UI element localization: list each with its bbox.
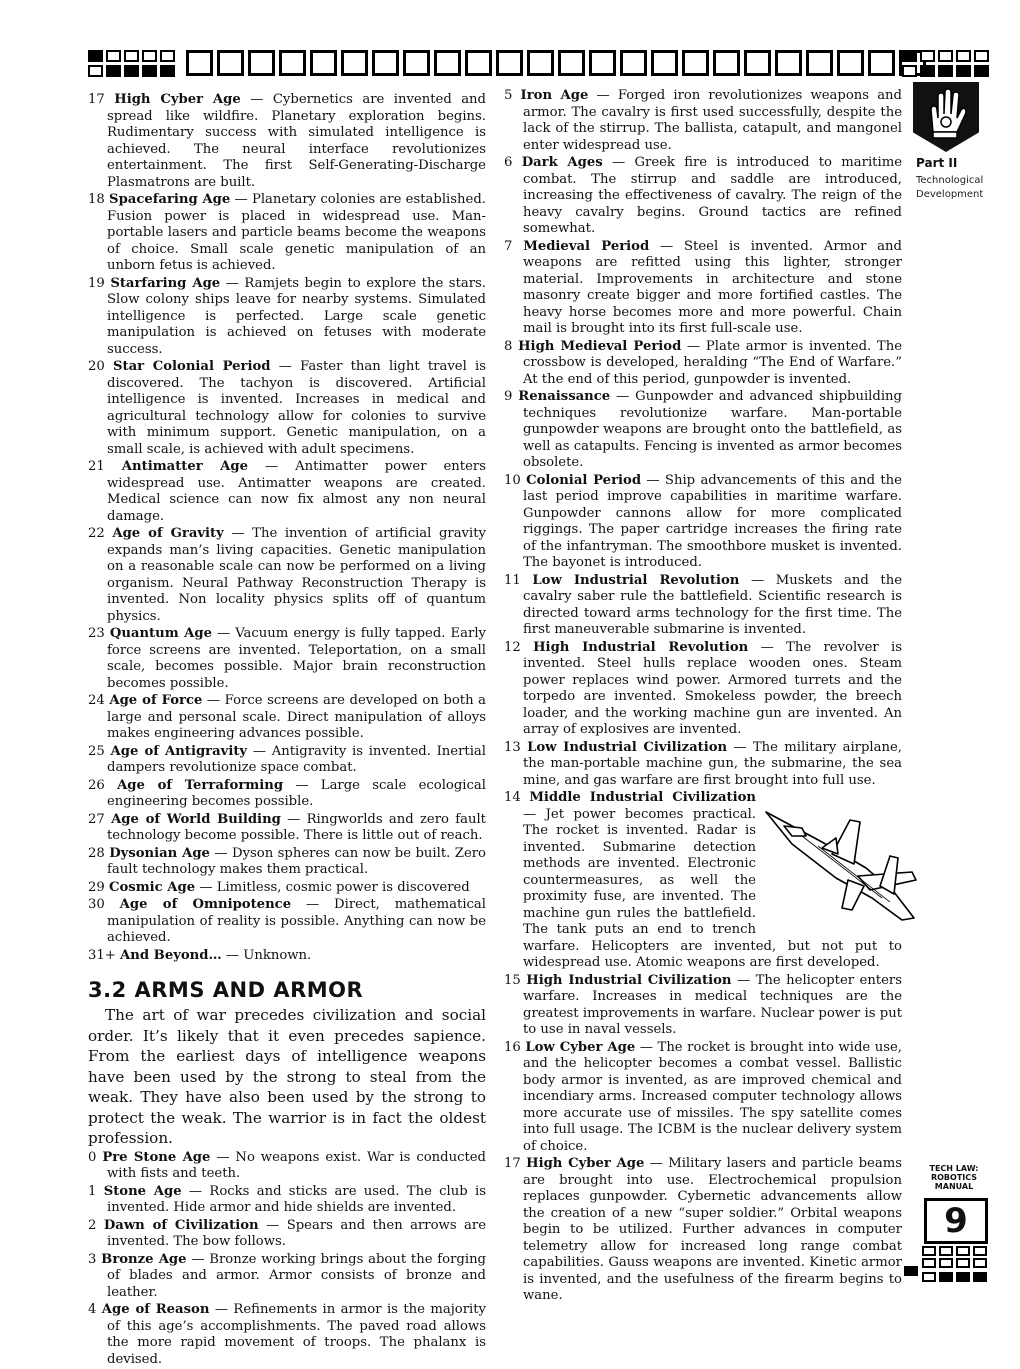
item-number: 21 — [88, 459, 105, 474]
item-name: High Industrial Revolution — [533, 639, 749, 655]
item-name: High Industrial Civilization — [526, 972, 732, 988]
list-item — [88, 1218, 486, 1251]
item-description: — Gunpowder and advanced shipbuilding techniques revolutionize warfare. Man-portable gunpowder weapons are brought onto the battlefield, as well as catapults. Fencing is invented as armor becomes obsolete. — [523, 389, 902, 470]
item-name: Age of Antigravity — [110, 743, 248, 759]
list-item — [504, 155, 902, 238]
tech-age-list — [88, 92, 486, 964]
item-name: Low Industrial Revolution — [532, 572, 740, 588]
arms-list-left — [88, 1150, 486, 1369]
list-item — [88, 192, 486, 275]
item-description: — Plate armor is invented. The crossbow is developed, heralding “The End of Warfare.” At the end of this period, gunpowder is invented. — [523, 338, 902, 387]
item-name: Cosmic Age — [108, 879, 196, 895]
item-name: Low Cyber Age — [525, 1039, 636, 1055]
header-small-grid-left — [88, 50, 175, 77]
item-name: Age of World Building — [111, 811, 281, 827]
item-description: — Antimatter power enters widespread use. Antimatter weapons are created. Medical science can now fix almost any non neural damage. — [107, 459, 486, 524]
item-description: — Forged iron revolutionizes weapons and armor. The cavalry is first used successfully, despite the lack of the stirrup. The ballista, catapult, and mangonel enter widespread use. — [523, 88, 902, 153]
item-number: 5 — [504, 88, 513, 103]
item-description: — Force screens are developed on both a large and personal scale. Direct manipulation of alloys makes engineering advances possible. — [107, 693, 486, 741]
item-description: — Spears and then arrows are invented. The bow follows. — [107, 1217, 486, 1249]
list-item — [504, 339, 902, 389]
item-description: — Refinements in armor is the majority of this age’s accomplishments. The paved road allows the more rapid movement of troops. The phalanx is devised. — [107, 1302, 486, 1367]
list-item — [88, 812, 486, 845]
item-number: 4 — [88, 1302, 97, 1317]
item-number: 31+ — [88, 947, 116, 963]
item-name: High Cyber Age — [526, 1156, 645, 1171]
header-box-strip — [88, 50, 990, 80]
item-name: Star Colonial Period — [113, 359, 271, 374]
item-number: 15 — [504, 972, 521, 988]
list-item — [504, 740, 902, 790]
item-number: 20 — [88, 359, 105, 374]
item-description: — The revolver is invented. Steel hulls replace wooden ones. Steam power replaces wind power. Armored turrets and the torpedo are invented. Smokeless powder, the breech loader, and the working machine gun are invented. An array of explosives are invented. — [523, 639, 903, 737]
item-description: — Ringworlds and zero fault technology become possible. There is little out of reach. — [107, 811, 486, 843]
item-name: High Cyber Age — [114, 92, 241, 107]
item-number: 7 — [504, 238, 513, 254]
item-description: — Vacuum energy is fully tapped. Early force screens are invented. Teleportation, on a small scale, becomes possible. Major brain reconstruction becomes possible. — [107, 626, 486, 691]
item-description: — Ramjets begin to explore the stars. Slow colony ships leave for nearby systems. Simulated intelligence is perfected. Large scale genetic manipulation is achieved on fetuses with moderate success. — [107, 275, 487, 357]
item-number: 14 — [504, 790, 521, 805]
item-number: 16 — [504, 1039, 521, 1055]
list-item — [504, 88, 902, 154]
item-number: 13 — [504, 739, 521, 755]
item-number: 12 — [504, 639, 521, 655]
list-item — [88, 880, 486, 897]
item-description: — Unknown. — [221, 947, 312, 963]
item-description: — The helicopter enters warfare. Increases in medical techniques are the greatest improvements in warfare. Nuclear power is put to use in naval vessels. — [523, 972, 902, 1037]
item-name: Spacefaring Age — [109, 192, 231, 207]
item-number: 2 — [88, 1217, 97, 1233]
item-description: — Direct, mathematical manipulation of reality is possible. Anything can now be achieved. — [107, 897, 487, 945]
list-item — [504, 573, 902, 639]
item-name: Dawn of Civilization — [103, 1217, 259, 1233]
list-item — [504, 973, 902, 1039]
item-description: — Large scale ecological engineering becomes possible. — [107, 777, 486, 809]
item-name: And Beyond… — [120, 947, 222, 963]
item-number: 9 — [504, 389, 513, 404]
item-description: — Limitless, cosmic power is discovered — [195, 879, 470, 895]
list-item — [88, 359, 486, 458]
column-right — [504, 88, 902, 1306]
item-name: Pre Stone Age — [102, 1149, 211, 1165]
item-description: — The invention of artificial gravity expands man’s living capacities. Genetic manipulation on a reasonable scale can now be performed on a living organism. Neural Pathway Reconstruction Therapy is invented. Non locality physics splits off of quantum physics. — [107, 526, 486, 624]
list-item — [88, 846, 486, 879]
item-description: — Antigravity is invented. Inertial dampers revolutionize space combat. — [107, 743, 487, 775]
list-item — [88, 744, 486, 777]
item-name: Antimatter Age — [121, 459, 248, 474]
item-number: 25 — [88, 743, 105, 759]
list-item — [88, 778, 486, 811]
item-number: 30 — [88, 897, 105, 912]
list-item — [88, 1252, 486, 1302]
list-item — [504, 1040, 902, 1156]
item-description: — Bronze working brings about the forging of blades and armor. Armor consists of bronze and leather. — [107, 1251, 486, 1300]
item-description: — Planetary colonies are established. Fusion power is placed in widespread use. Man-portable lasers and particle beams become the weapons of choice. Small scale genetic manipulation of an unborn fetus is achieved. — [107, 192, 486, 273]
page-number: 9 — [924, 1198, 988, 1244]
header-large-boxes — [186, 50, 926, 78]
item-description: — Steel is invented. Armor and weapons are refitted using this lighter, stronger material. Improvements in architecture and stone masonry create bigger and more fortified castles. The heavy horse becomes more and more powerful. Chain mail is brought into its first full-scale use. — [523, 238, 902, 336]
list-item — [88, 92, 486, 191]
item-number: 29 — [88, 879, 105, 895]
item-description: — The military airplane, the man-portable machine gun, the submarine, the sea mine, and gas warfare are first brought into full use. — [523, 739, 902, 788]
item-description: — Military lasers and particle beams are brought into use. Electrochemical propulsion replaces gunpowder. Cybernetic advancements allow the creation of a new “super soldier.” Orbital weapons begin to be utilized. Further advances in computer telemetry allow for increased long range combat capabilities. Gauss weapons are invented. Kinetic armor is invented, and the usefulness of the firearm begins to wane. — [523, 1156, 902, 1303]
fighter-jet-illustration — [762, 798, 924, 926]
item-number: 22 — [88, 526, 105, 541]
item-number: 24 — [88, 693, 105, 708]
item-number: 17 — [504, 1156, 521, 1171]
item-number: 19 — [88, 275, 105, 291]
item-name: Age of Reason — [101, 1302, 210, 1317]
item-name: Starfaring Age — [110, 275, 221, 291]
item-name: Colonial Period — [526, 472, 642, 488]
item-name: Age of Terraforming — [117, 777, 284, 793]
list-item — [504, 389, 902, 472]
item-number: 10 — [504, 472, 521, 488]
column-left — [88, 92, 486, 1369]
list-item — [88, 1150, 486, 1183]
item-number: 18 — [88, 192, 105, 207]
item-name: Bronze Age — [101, 1251, 187, 1267]
item-name: Medieval Period — [523, 238, 650, 254]
item-description: — Muskets and the cavalry saber rule the battlefield. Scientific research is directed toward arms technology for the first time. The first maneuverable submarine is invented. — [523, 572, 902, 637]
item-description: — The rocket is brought into wide use, and the helicopter becomes a combat vessel. Ballistic body armor is invented, as are improved chemical and incendiary arms. Increased computer technology allows more accurate use of missiles. The spy satellite comes into full usage. The ICBM is the nuclear delivery system of choice. — [523, 1039, 902, 1154]
list-item — [88, 693, 486, 743]
item-number: 8 — [504, 338, 513, 354]
item-number: 6 — [504, 155, 513, 170]
item-name: Stone Age — [103, 1183, 182, 1199]
item-description: — Dyson spheres can now be built. Zero fault technology makes them practical. — [107, 845, 486, 877]
item-description: — Ship advancements of this and the last period improve capabilities in maritime warfare. Gunpowder cannons allow for more complicated riggings. The paper cartridge increases the firing rate of the infantryman. The smoothbore musket is invented. The bayonet is introduced. — [523, 472, 902, 570]
item-description: — Greek fire is introduced to maritime combat. The stirrup and saddle are introduced, increasing the effectiveness of cavalry. The reign of the heavy cavalry begins. Ground tactics are refined somewhat. — [523, 155, 902, 236]
list-item — [88, 1184, 486, 1217]
item-number: 11 — [504, 572, 521, 588]
list-item — [504, 640, 902, 739]
list-item — [88, 897, 486, 947]
list-item — [88, 1302, 486, 1368]
list-item — [88, 459, 486, 525]
item-description: — Jet power becomes practical. The rocket is invented. Radar is invented. Submarine detection methods are invented. Electronic countermeasures, as well the proximity fuse, are invented. The machine gun rules the battlefield. The tank puts an end to trench warfare. Helicopters are invented, but not put to widespread use. Atomic weapons are first developed. — [523, 806, 902, 970]
item-name: Middle Industrial Civilization — [529, 790, 756, 805]
item-name: Age of Force — [109, 693, 203, 708]
item-name: Low Industrial Civilization — [527, 739, 728, 755]
item-number: 23 — [88, 626, 105, 641]
item-number: 1 — [88, 1183, 97, 1199]
part-label: Part II — [916, 156, 958, 170]
list-item — [88, 526, 486, 625]
section-intro: The art of war precedes civilization and social order. It’s likely that it even precedes sapience. From the earliest days of intelligence weapons have been used by the strong to steal from the weak. They have also been used by the strong to protect the weak. The warrior is in fact the oldest profession. — [88, 1006, 486, 1147]
item-name: Age of Omnipotence — [119, 897, 292, 912]
item-number: 27 — [88, 811, 105, 827]
section-label: Technological Development — [916, 175, 984, 200]
arms-list-right-top — [504, 88, 902, 789]
list-item — [504, 239, 902, 338]
item-description: — Faster than light travel is discovered. The tachyon is discovered. Artificial intelligence is invented. Increases in medical and agricultural technology allow for colonies to survive with minimum support. Genetic manipulation, on a small scale, is achieved with adult specimens. — [107, 359, 487, 457]
item-name: High Medieval Period — [518, 338, 682, 354]
item-number: 17 — [88, 92, 105, 107]
item-number: 0 — [88, 1149, 97, 1165]
item-name: Age of Gravity — [112, 526, 224, 541]
item-description: — No weapons exist. War is conducted with fists and teeth. — [107, 1149, 486, 1181]
section-heading: 3.2 ARMS AND ARMOR — [88, 978, 364, 1002]
list-item — [88, 276, 486, 359]
header-small-grid-right — [902, 50, 989, 77]
item-number: 28 — [88, 845, 105, 861]
item-name: Renaissance — [518, 389, 611, 404]
list-item — [504, 1156, 902, 1305]
item-name: Quantum Age — [109, 626, 212, 641]
item-name: Iron Age — [520, 88, 589, 103]
item-description: — Rocks and sticks are used. The club is invented. Hide armor and hide shields are invented. — [107, 1183, 486, 1215]
item-number: 26 — [88, 777, 105, 793]
manual-title: TECH LAW: ROBOTICS MANUAL — [929, 1164, 979, 1191]
item-number: 3 — [88, 1251, 97, 1267]
item-name: Dysonian Age — [109, 845, 210, 861]
item-name: Dark Ages — [521, 155, 603, 170]
hand-crest-icon — [913, 82, 979, 152]
item-description: — Cybernetics are invented and spread like wildfire. Planetary exploration begins. Rudimentary success with simulated intelligence is achieved. The neural interface revolutionizes entertainment. The first Self-Generating-Discharge Plasmatrons are built. — [107, 92, 486, 190]
list-item — [504, 473, 902, 572]
list-item — [88, 626, 486, 692]
list-item — [88, 948, 486, 965]
